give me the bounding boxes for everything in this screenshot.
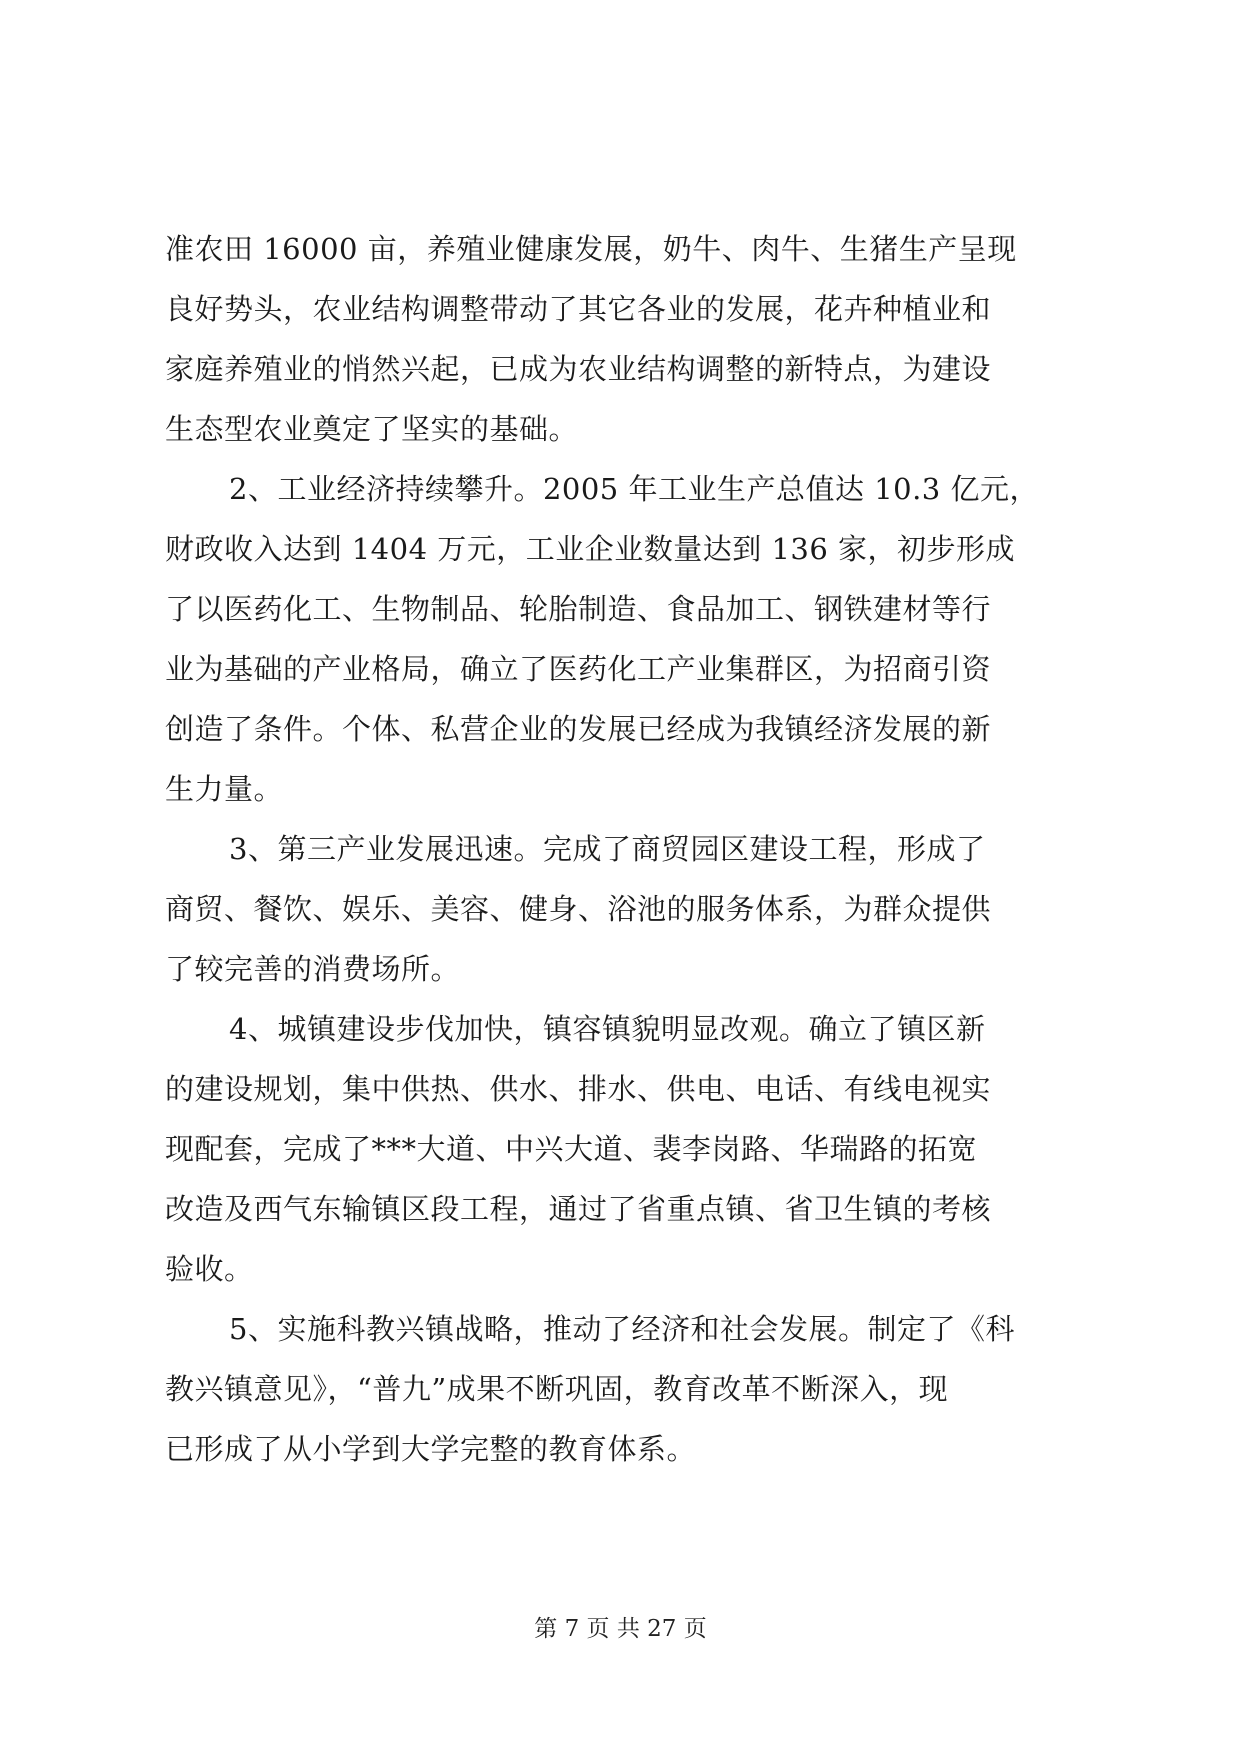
- text-line: 现配套，完成了***大道、中兴大道、裴李岗路、华瑞路的拓宽: [165, 1132, 978, 1166]
- text-line: 生力量。: [165, 772, 284, 806]
- text-line: 教兴镇意见》，“普九”成果不断巩固，教育改革不断深入，现: [165, 1372, 949, 1406]
- text-line: 创造了条件。个体、私营企业的发展已经成为我镇经济发展的新: [165, 712, 992, 746]
- paragraph-start-line: 4、城镇建设步伐加快，镇容镇貌明显改观。确立了镇区新: [229, 1012, 986, 1046]
- text-line: 已形成了从小学到大学完整的教育体系。: [165, 1432, 697, 1466]
- paragraph-start-line: 5、实施科教兴镇战略，推动了经济和社会发展。制定了《科: [229, 1312, 1015, 1346]
- text-line: 财政收入达到 1404 万元，工业企业数量达到 136 家，初步形成: [165, 532, 1016, 566]
- document-body: [165, 232, 1085, 1492]
- paragraph-start-line: 2、工业经济持续攀升。2005 年工业生产总值达 10.3 亿元，: [229, 472, 1039, 506]
- text-line: 准农田 16000 亩，养殖业健康发展，奶牛、肉牛、生猪生产呈现: [165, 232, 1017, 266]
- paragraph-start-line: 3、第三产业发展迅速。完成了商贸园区建设工程，形成了: [229, 832, 986, 866]
- page-number-footer: 第 7 页 共 27 页: [534, 1616, 707, 1642]
- text-line: 验收。: [165, 1252, 254, 1286]
- text-line: 良好势头，农业结构调整带动了其它各业的发展，花卉种植业和: [165, 292, 992, 326]
- text-line: 生态型农业奠定了坚实的基础。: [165, 412, 579, 446]
- text-line: 家庭养殖业的悄然兴起，已成为农业结构调整的新特点，为建设: [165, 352, 992, 386]
- text-line: 商贸、餐饮、娱乐、美容、健身、浴池的服务体系，为群众提供: [165, 892, 992, 926]
- text-line: 改造及西气东输镇区段工程，通过了省重点镇、省卫生镇的考核: [165, 1192, 992, 1226]
- text-line: 了以医药化工、生物制品、轮胎制造、食品加工、钢铁建材等行: [165, 592, 992, 626]
- text-line: 了较完善的消费场所。: [165, 952, 461, 986]
- text-line: 的建设规划，集中供热、供水、排水、供电、电话、有线电视实: [165, 1072, 992, 1106]
- text-line: 业为基础的产业格局，确立了医药化工产业集群区，为招商引资: [165, 652, 992, 686]
